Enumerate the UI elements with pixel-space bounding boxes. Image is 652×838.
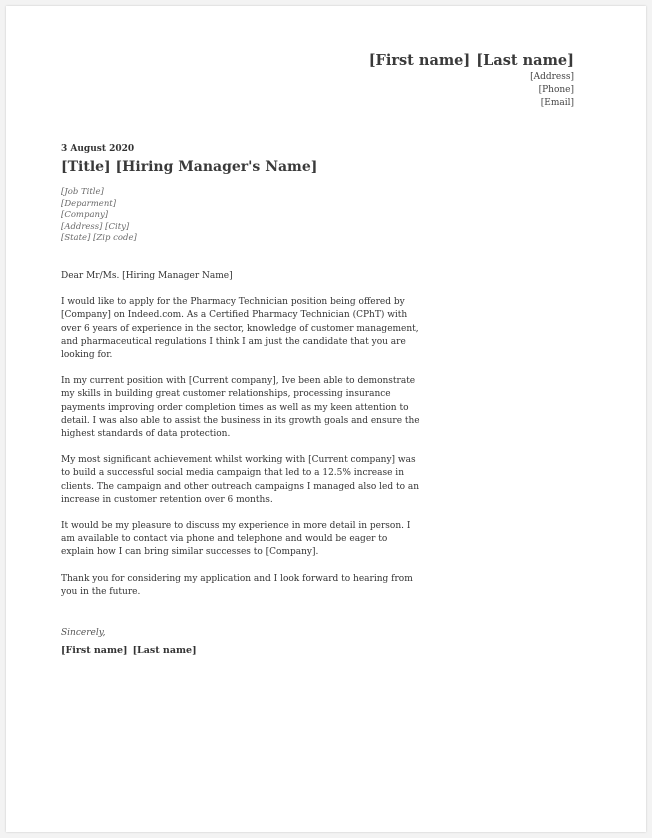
recipient-address-city: [Address] [City] — [61, 221, 130, 232]
salutation: Dear Mr/Ms. [Hiring Manager Name] — [61, 271, 233, 281]
signature-last-name: [Last name] — [132, 645, 197, 656]
letter-date: 3 August 2020 — [61, 144, 135, 154]
sender-phone: [Phone] — [538, 85, 574, 95]
body-paragraph: It would be my pleasure to discuss my experience in more detail in person. I am available to contact via phone and telephone and would be eager to explain how I can bring similar successes to [Company]. — [61, 521, 411, 558]
recipient-address-block — [61, 187, 137, 245]
body-paragraph: My most significant achievement whilst working with [Current company] was to build a successful social media campaign that led to a 12.5% increase in clients. The campaign and other outreach campaigns I managed also led to an increase in customer retention over 6 months. — [61, 455, 420, 505]
recipient-company: [Company] — [61, 210, 109, 221]
recipient-title: [Title] [Hiring Manager's Name] — [61, 159, 318, 175]
sender-first-name: [First name] — [368, 52, 471, 69]
signature-first-name: [First name] — [61, 645, 128, 656]
sender-name — [369, 52, 574, 70]
recipient-department: [Deparment] — [61, 198, 117, 209]
letter-body — [61, 270, 421, 612]
recipient-job-title: [Job Title] — [61, 187, 104, 197]
sender-email: [Email] — [540, 98, 574, 108]
body-paragraph: I would like to apply for the Pharmacy Technician position being offered by [Company] on Indeed.com. As a Certified Pharmacy Technician (CPhT) with over 6 years of experience in the sector, knowledge of customer management, and pharmaceutical regulations I think I am just the candidate that you are looking for. — [61, 297, 419, 361]
letter-page — [6, 6, 646, 832]
body-paragraph: In my current position with [Current company], Ive been able to demonstrate my skills in building great customer relationships, processing insurance payments improving order completion times as well as my keen attention to detail. I was also able to assist the business in its growth goals and ensure the highest standards of data protection. — [61, 376, 420, 440]
sender-address: [Address] — [530, 72, 574, 82]
recipient-state-zip: [State] [Zip code] — [61, 233, 137, 244]
sender-header — [369, 52, 574, 110]
closing: Sincerely, — [61, 628, 106, 638]
body-paragraph: Thank you for considering my application and I look forward to hearing from you in the future. — [61, 573, 413, 597]
signature — [61, 645, 197, 656]
sender-last-name: [Last name] — [476, 52, 574, 69]
